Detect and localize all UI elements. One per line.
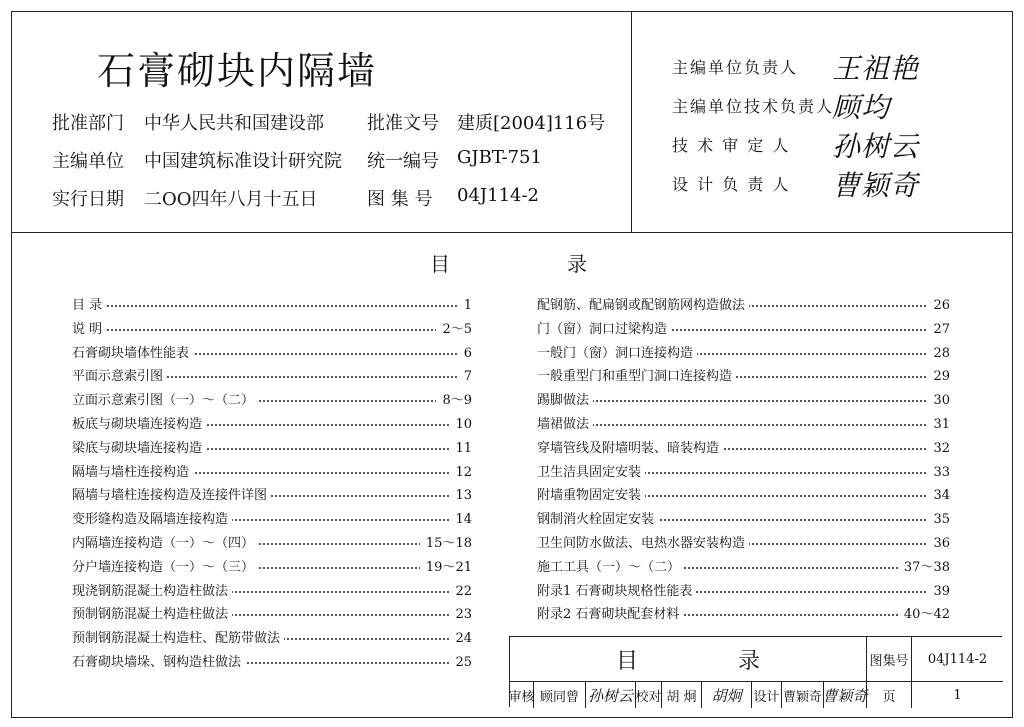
page-label: 页 — [867, 682, 912, 708]
toc-entry-title: 门（窗）洞口过梁构造 — [537, 320, 671, 340]
toc-entry-page: 11 — [449, 439, 472, 459]
review-signature: 孙树云 — [586, 682, 636, 708]
signature: 顾均 — [832, 91, 891, 124]
toc-entry — [537, 439, 950, 463]
title-block-title-right: 录 — [738, 648, 761, 674]
toc-entry-page: 30 — [927, 391, 950, 411]
design-signature: 曹颖奇 — [824, 682, 867, 708]
toc-entry-title: 隔墙与墙柱连接构造 — [72, 463, 193, 483]
toc-entry-page: 34 — [927, 486, 950, 506]
title-block — [509, 636, 1002, 707]
toc-leader-dots — [72, 329, 472, 331]
toc-entry-page: 8～9 — [436, 391, 472, 411]
toc-entry — [72, 582, 472, 606]
toc-entry-title: 踢脚做法 — [537, 391, 593, 411]
responsible-row — [672, 52, 920, 85]
toc-entry-title: 墙裙做法 — [537, 415, 593, 435]
info-value: 中国建筑标准设计研究院 — [144, 151, 342, 172]
info-label: 图 集 号 — [367, 189, 433, 210]
info-value: 二OO四年八月十五日 — [144, 189, 318, 210]
responsible-row — [672, 91, 891, 124]
signature: 曹颖奇 — [832, 169, 920, 202]
toc-entry — [537, 296, 950, 320]
toc-entry — [537, 320, 950, 344]
toc-entry-page: 2～5 — [436, 320, 472, 340]
page-number: 1 — [953, 687, 962, 703]
toc-entry-title: 预制钢筋混凝土构造柱、配筋带做法 — [72, 629, 284, 649]
toc-entry — [537, 463, 950, 487]
toc-entry — [537, 486, 950, 510]
responsible-label: 设 计 负 责 人 — [672, 175, 791, 194]
toc-left-column — [72, 296, 472, 677]
toc-entry-title: 分户墙连接构造（一）～（三） — [72, 558, 258, 578]
title-block-title — [510, 637, 867, 682]
toc-entry — [537, 344, 950, 368]
toc-entry-page: 36 — [927, 534, 950, 554]
toc-entry-title: 内隔墙连接构造（一）～（四） — [72, 534, 258, 554]
toc-entry — [537, 534, 950, 558]
toc-entry-title: 隔墙与墙柱连接构造及连接件详图 — [72, 486, 271, 506]
responsible-row — [672, 130, 920, 163]
toc-entry-title: 变形缝构造及隔墙连接构造 — [72, 510, 232, 530]
header — [12, 12, 1012, 233]
info-label: 实行日期 — [52, 189, 124, 210]
toc-entry — [72, 558, 472, 582]
toc-entry-page: 13 — [449, 486, 472, 506]
toc-entry-title: 立面示意索引图（一）～（二） — [72, 391, 258, 411]
toc-leader-dots — [537, 424, 950, 426]
toc-entry-page: 37～38 — [898, 558, 950, 578]
toc-entry — [72, 415, 472, 439]
toc-entry — [72, 486, 472, 510]
drawing-sheet — [11, 11, 1013, 718]
responsible-persons — [632, 12, 1014, 232]
toc-entry-page: 32 — [927, 439, 950, 459]
title-block-title-left: 目 — [615, 648, 638, 674]
toc-entry — [537, 391, 950, 415]
info-label: 统一编号 — [367, 151, 439, 172]
toc-entry — [72, 296, 472, 320]
toc-entry-page: 7 — [458, 367, 472, 387]
design-label: 设计 — [752, 682, 782, 708]
toc-entry-title: 卫生间防水做法、电热水器安装构造 — [537, 534, 749, 554]
toc-entry-title: 附墙重物固定安装 — [537, 486, 645, 506]
check-name: 胡 炯 — [662, 682, 702, 708]
toc-entry-title: 现浇钢筋混凝土构造柱做法 — [72, 582, 232, 602]
info-label: 批准文号 — [367, 113, 439, 134]
toc-entry-title: 一般重型门和重型门洞口连接构造 — [537, 367, 736, 387]
atlas-number-value: 04J114-2 — [912, 637, 1003, 682]
responsible-label: 技 术 审 定 人 — [672, 136, 791, 155]
toc-leader-dots — [72, 305, 472, 307]
toc-entry-page: 1 — [458, 296, 472, 316]
toc-entry-title: 石膏砌块墙体性能表 — [72, 344, 193, 364]
toc-entry — [72, 463, 472, 487]
toc-entry — [72, 320, 472, 344]
responsible-label: 主编单位负责人 — [672, 58, 799, 77]
toc-heading-left: 目 — [430, 252, 450, 276]
toc-entry — [537, 510, 950, 534]
toc-entry-title: 配钢筋、配扁钢或配钢筋网构造做法 — [537, 296, 749, 316]
toc-entry-title: 板底与砌块墙连接构造 — [72, 415, 206, 435]
toc-entry — [72, 510, 472, 534]
toc-entry-title: 石膏砌块墙垛、钢构造柱做法 — [72, 653, 245, 673]
page-title: 石膏砌块内隔墙 — [96, 49, 377, 93]
review-name: 顾同曾 — [534, 682, 586, 708]
toc-entry-page: 19～21 — [420, 558, 472, 578]
toc-entry-page: 14 — [449, 510, 472, 530]
toc-entry — [72, 367, 472, 391]
toc-entry-title: 施工工具（一）～（二） — [537, 558, 684, 578]
toc-entry-title: 平面示意索引图 — [72, 367, 167, 387]
toc-right-column — [537, 296, 950, 629]
toc-entry-title: 附录1 石膏砌块规格性能表 — [537, 582, 696, 602]
toc-entry-title: 穿墙管线及附墙明装、暗装构造 — [537, 439, 723, 459]
toc-entry — [72, 629, 472, 653]
signature: 王祖艳 — [832, 52, 920, 85]
toc-entry — [72, 605, 472, 629]
info-value: GJBT-751 — [457, 147, 542, 168]
toc-entry — [72, 653, 472, 677]
toc-entry-page: 27 — [927, 320, 950, 340]
toc-entry — [72, 344, 472, 368]
toc-entry-title: 附录2 石膏砌块配套材料 — [537, 605, 683, 625]
info-value: 中华人民共和国建设部 — [144, 113, 324, 134]
toc-entry-page: 15～18 — [420, 534, 472, 554]
header-info — [12, 12, 632, 232]
toc-entry-page: 39 — [927, 582, 950, 602]
toc-entry-page: 22 — [449, 582, 472, 602]
info-value: 04J114-2 — [457, 185, 540, 206]
toc-entry-title: 一般门（窗）洞口连接构造 — [537, 344, 697, 364]
toc-entry-page: 28 — [927, 344, 950, 364]
toc-entry-title: 目 录 — [72, 296, 106, 316]
responsible-label: 主编单位技术负责人 — [672, 97, 835, 116]
atlas-number-label: 图集号 — [867, 637, 912, 682]
toc-entry-page: 35 — [927, 510, 950, 530]
toc-entry-page: 6 — [458, 344, 472, 364]
toc-entry — [537, 558, 950, 582]
toc-heading-right: 录 — [567, 252, 587, 276]
toc-entry-page: 24 — [449, 629, 472, 649]
toc-entry-page: 12 — [449, 463, 472, 483]
check-label: 校对 — [636, 682, 662, 708]
toc-entry-title: 梁底与砌块墙连接构造 — [72, 439, 206, 459]
toc-entry-page: 25 — [449, 653, 472, 673]
toc-entry-page: 31 — [927, 415, 950, 435]
toc-entry-page: 29 — [927, 367, 950, 387]
info-label: 批准部门 — [52, 113, 124, 134]
responsible-row — [672, 169, 920, 202]
toc-entry — [537, 367, 950, 391]
info-value: 建质[2004]116号 — [457, 113, 606, 134]
toc-entry-title: 钢制消火栓固定安装 — [537, 510, 658, 530]
check-signature: 胡炯 — [702, 682, 752, 708]
toc-entry — [72, 439, 472, 463]
info-label: 主编单位 — [52, 151, 124, 172]
toc-entry-title: 卫生洁具固定安装 — [537, 463, 645, 483]
toc-entry — [72, 534, 472, 558]
toc-entry-page: 40～42 — [898, 605, 950, 625]
review-label: 审核 — [510, 682, 534, 708]
toc-entry — [537, 582, 950, 606]
toc-entry-page: 33 — [927, 463, 950, 483]
toc-entry — [537, 605, 950, 629]
signature: 孙树云 — [832, 130, 920, 163]
toc-entry — [72, 391, 472, 415]
toc-entry-title: 说 明 — [72, 320, 106, 340]
toc-entry-page: 23 — [449, 605, 472, 625]
toc-leader-dots — [537, 400, 950, 402]
toc-entry-page: 26 — [927, 296, 950, 316]
toc-entry-title: 预制钢筋混凝土构造柱做法 — [72, 605, 232, 625]
design-name: 曹颖奇 — [782, 682, 824, 708]
toc-entry-page: 10 — [449, 415, 472, 435]
toc-entry — [537, 415, 950, 439]
